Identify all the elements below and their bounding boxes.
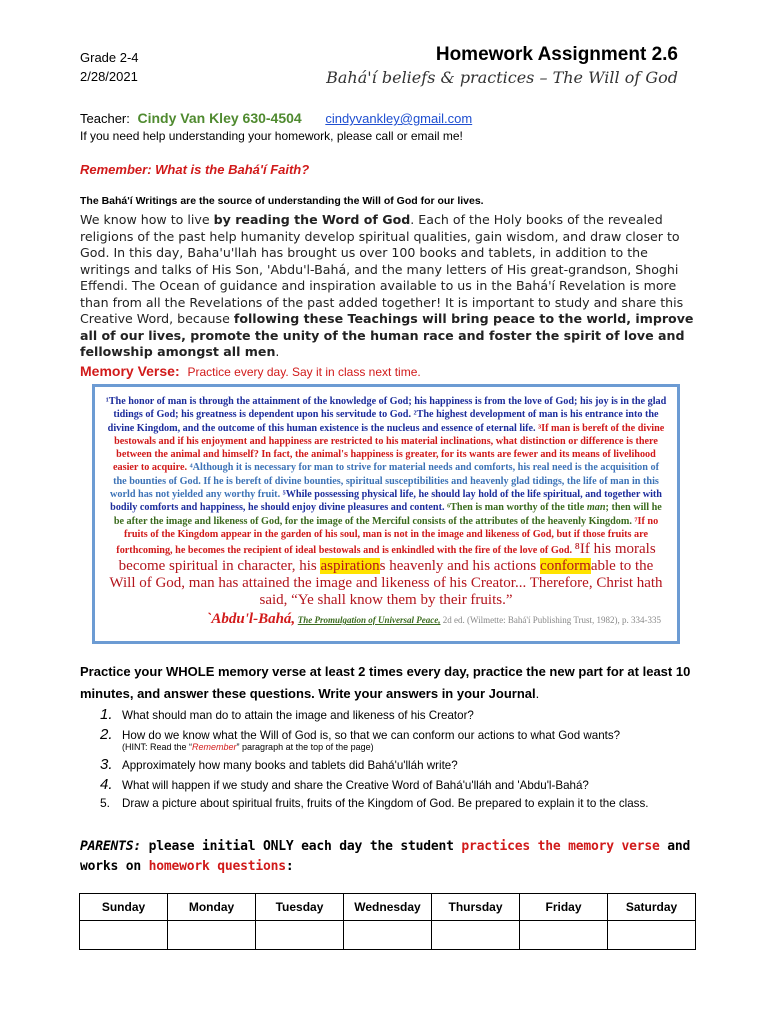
verse-2: ²The highest development of man is his entrance into the divine Kingdom, and the outcome of this human existence is the nucleus and essence of eternal life. bbox=[107, 409, 659, 434]
hint-pre: (HINT: Read the “ bbox=[122, 742, 193, 752]
verse-5: ⁵While possessing physical life, he should lay hold of the life spiritual, and together with bodily comforts and happiness, he should enjoy divine pleasures and content. bbox=[110, 489, 662, 514]
question-item bbox=[100, 706, 720, 726]
parents-text-1: please initial ONLY each day the student bbox=[141, 839, 462, 854]
initial-cell-friday[interactable] bbox=[520, 921, 608, 950]
verse-6b: man bbox=[586, 502, 606, 514]
question-hint bbox=[122, 742, 720, 756]
question-item bbox=[100, 796, 720, 816]
quote-book: The Promulgation of Universal Peace, bbox=[297, 615, 441, 626]
help-text: If you need help understanding your homework, please call or email me! bbox=[80, 129, 463, 143]
question-text: What will happen if we study and share the Creative Word of Bahá'u'lláh and 'Abdu'l-Bahá? bbox=[122, 779, 589, 792]
verse-8-highlight-conform: conform bbox=[540, 558, 591, 575]
memory-verse-label: Memory Verse: bbox=[80, 363, 180, 379]
hint-remember-word: Remember bbox=[192, 742, 237, 752]
writings-heading: The Bahá'í Writings are the source of understanding the Will of God for our lives. bbox=[80, 195, 484, 207]
quote-author: `Abdu'l-Bahá, bbox=[206, 611, 296, 628]
remember-heading: Remember: What is the Bahá'í Faith? bbox=[80, 162, 310, 177]
question-text: How do we know what the Will of God is, so that we can conform our actions to what God wants? bbox=[122, 729, 621, 742]
teacher-email-link[interactable]: cindyvankley@gmail.com bbox=[325, 111, 473, 126]
date-label: 2/28/2021 bbox=[80, 69, 138, 84]
question-number: 4. bbox=[100, 776, 113, 793]
teacher-name: Cindy Van Kley 630-4504 bbox=[137, 110, 302, 126]
para-text-3: . bbox=[275, 344, 280, 359]
question-item bbox=[100, 756, 720, 776]
quote-publication: 2d ed. (Wilmette: Bahá'í Publishing Trust, 1982), p. 334-335 bbox=[440, 615, 661, 626]
quote-attribution bbox=[105, 613, 667, 627]
day-header-friday: Friday bbox=[520, 894, 608, 921]
para-bold-2: following these Teachings will bring peace to the world, improve all of our lives, promote the unity of the human race and foster the spirit of love and fellowship amongst all men bbox=[80, 311, 694, 359]
question-number: 2. bbox=[100, 726, 113, 743]
memory-verse-box bbox=[92, 384, 680, 644]
parents-red-1: practices the memory verse bbox=[461, 839, 660, 854]
question-text: Draw a picture about spiritual fruits, fruits of the Kingdom of God. Be prepared to explain it to the class. bbox=[122, 797, 649, 810]
page-title: Homework Assignment 2.6 bbox=[435, 44, 678, 65]
parents-instructions bbox=[80, 837, 700, 877]
table-row bbox=[80, 921, 696, 950]
initial-cell-tuesday[interactable] bbox=[256, 921, 344, 950]
practice-text: Practice your WHOLE memory verse at least 2 times every day, practice the new part for at least 10 minutes, and answer these questions. Write your answers in your Journal bbox=[80, 664, 691, 701]
parents-red-2: homework questions bbox=[148, 859, 286, 874]
question-number: 3. bbox=[100, 756, 113, 773]
verse-8a: ⁸If his morals become spiritual in character, his bbox=[118, 541, 656, 575]
grade-label: Grade 2-4 bbox=[80, 50, 139, 65]
practice-instructions bbox=[80, 661, 700, 705]
verse-8c: s heavenly and his actions bbox=[379, 558, 541, 575]
memory-verse-instruction: Practice every day. Say it in class next time. bbox=[187, 365, 421, 379]
initial-cell-thursday[interactable] bbox=[432, 921, 520, 950]
question-text: What should man do to attain the image and likeness of his Creator? bbox=[122, 709, 474, 722]
verse-7: ⁷If no fruits of the Kingdom appear in the garden of his soul, man is not in the image and likeness of God, but if those fruits are forthcoming, he becomes the recipient of ideal bestowals and is enkindled with the fire of the love of God. bbox=[116, 515, 659, 557]
initial-cell-wednesday[interactable] bbox=[344, 921, 432, 950]
question-number: 1. bbox=[100, 706, 113, 723]
teacher-label: Teacher: bbox=[80, 111, 130, 126]
question-number: 5. bbox=[100, 796, 111, 810]
day-header-wednesday: Wednesday bbox=[344, 894, 432, 921]
day-header-saturday: Saturday bbox=[608, 894, 696, 921]
teacher-line bbox=[80, 110, 472, 126]
initial-cell-sunday[interactable] bbox=[80, 921, 168, 950]
verse-4: ⁴Although it is necessary for man to strive for material needs and comforts, his real need is the acquisition of the bounties of God. If he is bereft of divine bounties, spiritual susceptibilities and heavenly glad tidings, the life of man in this world has not yielded any worthy fruit. bbox=[110, 462, 659, 501]
initial-cell-monday[interactable] bbox=[168, 921, 256, 950]
para-bold-1: by reading the Word of God bbox=[213, 212, 411, 227]
initial-cell-saturday[interactable] bbox=[608, 921, 696, 950]
parents-label: PARENTS: bbox=[80, 839, 142, 854]
para-text-1: We know how to live bbox=[80, 212, 214, 227]
verse-1: ¹The honor of man is through the attainment of the knowledge of God; his happiness is from the love of God; his joy is in the glad tidings of God; his greatness is dependent upon his servitude to God. bbox=[105, 396, 667, 421]
verse-8e: able to the Will of God, man has attained the image and likeness of his Creator... Therefore, Christ hath said, “Ye shall know them by their fruits.” bbox=[109, 558, 663, 609]
parents-text-2: and works on bbox=[80, 839, 691, 874]
question-item bbox=[100, 776, 720, 796]
verse-6a: ⁶Then is man worthy of the title bbox=[447, 502, 587, 514]
question-list bbox=[100, 706, 720, 816]
para-text-2: . Each of the Holy books of the revealed religions of the past help humanity develop spiritual qualities, gain wisdom, and draw closer to God. In this day, Baha'u'llah has brought us over 100 books and tablets, in addition to the writings and talks of His Son, 'Abdu'l-Bahá, and the many letters of His great-grandson, Shoghi Effendi. The Ocean of guidance and inspiration available to us in the Bahá'í Revelation is more than from all the Revelations of the past added together! It is important to study and share this Creative Word, because bbox=[80, 212, 684, 326]
day-header-monday: Monday bbox=[168, 894, 256, 921]
day-header-thursday: Thursday bbox=[432, 894, 520, 921]
practice-period: . bbox=[535, 686, 540, 701]
question-text: Approximately how many books and tablets did Bahá'u'lláh write? bbox=[122, 759, 458, 772]
parents-text-3: : bbox=[285, 859, 294, 874]
hint-post: ” paragraph at the top of the page) bbox=[236, 742, 374, 752]
intro-paragraph bbox=[80, 212, 698, 361]
verse-8-highlight-aspiration: aspiration bbox=[320, 558, 380, 575]
day-header-sunday: Sunday bbox=[80, 894, 168, 921]
initials-table bbox=[79, 893, 696, 950]
memory-verse-heading bbox=[80, 363, 421, 379]
page-subtitle: Bahá'í beliefs & practices – The Will of God bbox=[326, 68, 678, 87]
verse-3: ³If man is bereft of the divine bestowals and if his enjoyment and happiness are restricted to his material inclinations, what distinction or difference is there between the animal and himself? In fact, the animal's happiness is greater, for its wants are fewer and its means of livelihood easier to acquire. bbox=[113, 422, 665, 474]
day-header-tuesday: Tuesday bbox=[256, 894, 344, 921]
verse-6c: ; then will he be after the image and likeness of God, for the image of the Merciful consists of the attributes of the heavenly Kingdom. bbox=[113, 502, 662, 527]
table-header-row bbox=[80, 894, 696, 921]
